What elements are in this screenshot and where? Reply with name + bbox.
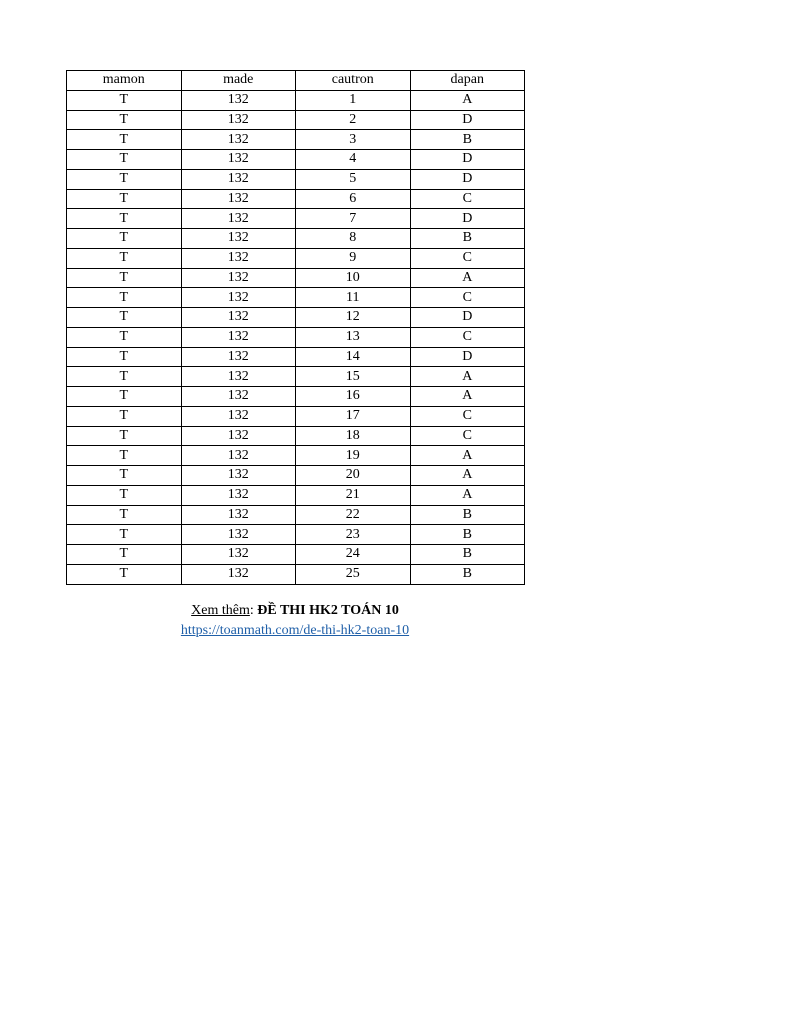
table-cell-cautron: 6 [296, 189, 411, 209]
table-cell-mamon: T [67, 110, 182, 130]
table-cell-made: 132 [181, 268, 296, 288]
table-cell-cautron: 1 [296, 90, 411, 110]
table-cell-cautron: 25 [296, 564, 411, 584]
table-cell-cautron: 11 [296, 288, 411, 308]
table-cell-cautron: 17 [296, 406, 411, 426]
column-header-mamon: mamon [67, 71, 182, 91]
table-cell-made: 132 [181, 446, 296, 466]
table-cell-mamon: T [67, 367, 182, 387]
table-cell-dapan: D [410, 110, 525, 130]
table-cell-dapan: B [410, 229, 525, 249]
table-row [67, 130, 525, 150]
table-cell-mamon: T [67, 347, 182, 367]
table-cell-dapan: B [410, 505, 525, 525]
answer-key-table [66, 70, 525, 585]
table-cell-made: 132 [181, 485, 296, 505]
table-cell-cautron: 19 [296, 446, 411, 466]
table-cell-made: 132 [181, 347, 296, 367]
table-cell-cautron: 20 [296, 466, 411, 486]
table-cell-dapan: B [410, 545, 525, 565]
table-cell-cautron: 4 [296, 150, 411, 170]
table-row [67, 367, 525, 387]
table-cell-made: 132 [181, 150, 296, 170]
table-cell-cautron: 18 [296, 426, 411, 446]
table-row [67, 110, 525, 130]
table-row [67, 169, 525, 189]
table-cell-mamon: T [67, 545, 182, 565]
table-cell-mamon: T [67, 209, 182, 229]
table-cell-cautron: 10 [296, 268, 411, 288]
table-cell-mamon: T [67, 446, 182, 466]
table-row [67, 308, 525, 328]
table-cell-made: 132 [181, 308, 296, 328]
table-cell-made: 132 [181, 327, 296, 347]
table-cell-mamon: T [67, 90, 182, 110]
table-cell-dapan: A [410, 485, 525, 505]
table-row [67, 248, 525, 268]
table-cell-made: 132 [181, 505, 296, 525]
table-cell-cautron: 5 [296, 169, 411, 189]
table-cell-dapan: C [410, 248, 525, 268]
table-row [67, 189, 525, 209]
see-more-title: ĐỀ THI HK2 TOÁN 10 [257, 603, 399, 618]
table-row [67, 288, 525, 308]
column-header-made: made [181, 71, 296, 91]
table-cell-cautron: 12 [296, 308, 411, 328]
table-cell-mamon: T [67, 525, 182, 545]
table-cell-mamon: T [67, 466, 182, 486]
see-more-link-line [0, 623, 590, 639]
table-cell-cautron: 8 [296, 229, 411, 249]
table-cell-cautron: 13 [296, 327, 411, 347]
table-cell-mamon: T [67, 130, 182, 150]
table-cell-cautron: 2 [296, 110, 411, 130]
table-cell-dapan: A [410, 446, 525, 466]
table-cell-dapan: C [410, 288, 525, 308]
table-cell-mamon: T [67, 189, 182, 209]
table-cell-cautron: 24 [296, 545, 411, 565]
table-row [67, 229, 525, 249]
table-row [67, 209, 525, 229]
table-cell-made: 132 [181, 189, 296, 209]
table-cell-mamon: T [67, 426, 182, 446]
table-cell-made: 132 [181, 564, 296, 584]
table-row [67, 268, 525, 288]
table-cell-made: 132 [181, 525, 296, 545]
table-cell-dapan: D [410, 150, 525, 170]
table-cell-cautron: 21 [296, 485, 411, 505]
table-row [67, 485, 525, 505]
table-cell-made: 132 [181, 110, 296, 130]
table-cell-made: 132 [181, 248, 296, 268]
table-cell-dapan: C [410, 327, 525, 347]
table-header-row [67, 71, 525, 91]
table-cell-dapan: D [410, 209, 525, 229]
table-body [67, 90, 525, 584]
table-cell-mamon: T [67, 288, 182, 308]
table-row [67, 387, 525, 407]
table-cell-dapan: B [410, 525, 525, 545]
table-row [67, 327, 525, 347]
table-cell-mamon: T [67, 169, 182, 189]
table-cell-dapan: C [410, 189, 525, 209]
table-cell-dapan: A [410, 367, 525, 387]
table-row [67, 347, 525, 367]
table-row [67, 545, 525, 565]
table-cell-mamon: T [67, 229, 182, 249]
table-cell-dapan: A [410, 90, 525, 110]
table-cell-made: 132 [181, 209, 296, 229]
table-cell-dapan: C [410, 426, 525, 446]
table-row [67, 505, 525, 525]
table-cell-made: 132 [181, 90, 296, 110]
see-more-label: Xem thêm [191, 603, 250, 618]
table-cell-mamon: T [67, 387, 182, 407]
table-cell-cautron: 3 [296, 130, 411, 150]
table-cell-cautron: 7 [296, 209, 411, 229]
table-cell-dapan: C [410, 406, 525, 426]
table-cell-dapan: B [410, 130, 525, 150]
table-cell-made: 132 [181, 466, 296, 486]
table-row [67, 446, 525, 466]
table-cell-cautron: 14 [296, 347, 411, 367]
table-cell-made: 132 [181, 406, 296, 426]
table-cell-dapan: A [410, 466, 525, 486]
table-cell-dapan: D [410, 308, 525, 328]
table-cell-cautron: 15 [296, 367, 411, 387]
table-cell-made: 132 [181, 367, 296, 387]
table-cell-made: 132 [181, 387, 296, 407]
table-row [67, 525, 525, 545]
table-cell-dapan: A [410, 268, 525, 288]
table-cell-dapan: A [410, 387, 525, 407]
table-cell-dapan: D [410, 347, 525, 367]
see-more-line [0, 603, 590, 619]
table-cell-cautron: 16 [296, 387, 411, 407]
table-row [67, 426, 525, 446]
table-cell-made: 132 [181, 130, 296, 150]
table-cell-dapan: D [410, 169, 525, 189]
table-cell-made: 132 [181, 426, 296, 446]
see-more-link[interactable]: https://toanmath.com/de-thi-hk2-toan-10 [180, 623, 410, 638]
table-row [67, 90, 525, 110]
table-cell-mamon: T [67, 505, 182, 525]
column-header-dapan: dapan [410, 71, 525, 91]
table-cell-mamon: T [67, 150, 182, 170]
table-cell-dapan: B [410, 564, 525, 584]
see-more-separator: : [249, 603, 258, 618]
table-cell-cautron: 23 [296, 525, 411, 545]
column-header-cautron: cautron [296, 71, 411, 91]
table-row [67, 150, 525, 170]
table-cell-made: 132 [181, 288, 296, 308]
table-cell-mamon: T [67, 564, 182, 584]
table-cell-cautron: 22 [296, 505, 411, 525]
table-cell-mamon: T [67, 485, 182, 505]
table-cell-made: 132 [181, 229, 296, 249]
table-row [67, 406, 525, 426]
table-row [67, 564, 525, 584]
table-cell-made: 132 [181, 545, 296, 565]
table-cell-mamon: T [67, 406, 182, 426]
table-row [67, 466, 525, 486]
table-cell-mamon: T [67, 268, 182, 288]
table-cell-cautron: 9 [296, 248, 411, 268]
table-cell-mamon: T [67, 327, 182, 347]
table-cell-mamon: T [67, 308, 182, 328]
table-cell-mamon: T [67, 248, 182, 268]
table-cell-made: 132 [181, 169, 296, 189]
